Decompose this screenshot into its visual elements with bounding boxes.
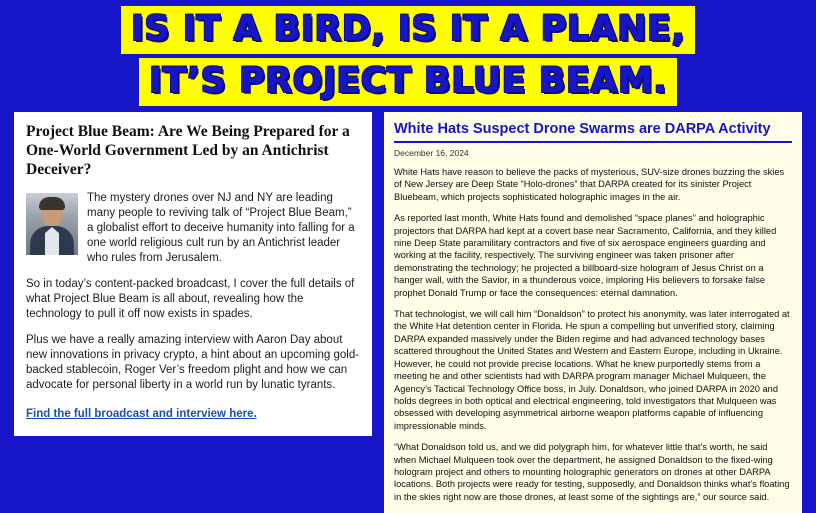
headline-line-1: IS IT A BIRD, IS IT A PLANE, — [121, 6, 695, 54]
right-article-panel — [384, 112, 802, 513]
right-paragraph-1: White Hats have reason to believe the packs of mysterious, SUV-size drones buzzing the skies of New Jersey are Deep State “Holo-drones” that DARPA created for its sinister Project Bluebeam, which projects sophisticated holographic images in the air. — [394, 167, 785, 202]
headline-line-2: IT’S PROJECT BLUE BEAM. — [139, 58, 677, 106]
left-article-body — [26, 191, 360, 422]
right-article-title: White Hats Suspect Drone Swarms are DARPA Activity — [394, 120, 792, 143]
left-article-panel — [14, 112, 372, 436]
right-paragraph-3: That technologist, we will call him “Donaldson” to protect his anonymity, was later interrogated at the White Hat detention center in Florida. He spun a compelling but unverified story, claiming DARPA expanded massively under the Biden regime and had advanced technology bases scattered throughout the United States and Western and Eastern Europe, including in Ukraine. However, he could not provide precise locations. What he knew purportedly stems from a meeting he and other scientists had with DARPA program manager Michael Mulqueen, the Agency’s Tactical Technology Office boss, in July. Donaldson, who joined DARPA in 2020 and holds degrees in both optical and electrical engineering, told investigators that Mulqueen was obsessed with developing asymmetrical airborne weapon platforms capable of influencing impressionable minds. — [394, 309, 790, 431]
left-article-title: Project Blue Beam: Are We Being Prepared for a One-World Government Led by an Antichrist Deceiver? — [26, 123, 350, 178]
headline-banner — [0, 4, 816, 108]
portrait-hair — [39, 197, 65, 210]
right-article-date: December 16, 2024 — [394, 148, 469, 158]
right-paragraph-4: “What Donaldson told us, and we did polygraph him, for whatever little that’s worth, he said when Michael Mulqueen took over the department, he assigned Donaldson to the fixed-wing hologram project and others to mounting holographic generators on drones at other DARPA locations. Both projects were ready for testing, supposedly, and Donaldson thinks what’s floating in the skies right now are those drones, at least some of the sightings are,” our source said. — [394, 442, 790, 502]
right-paragraph-2: As reported last month, White Hats found and demolished “space planes” and holographic projectors that DARPA had kept at a covert base near Sacramento, California, and they killed nine Deep State paramilitary contractors and five of six aerospace engineers guarding and working at the facility, respectively. The surviving engineer was taken prisoner after demonstrating the technology; he projected a billboard-size hologram of Jesus Christ on a hanger wall, with the Savior, in a thunderous voice, imploring His believers to forsake false prophet Donald Trump or face the consequences: eternal damnation. — [394, 213, 777, 298]
author-portrait-image — [26, 193, 78, 255]
articles-row — [14, 112, 804, 513]
broadcast-link[interactable]: Find the full broadcast and interview here. — [26, 408, 257, 420]
left-paragraph-1: The mystery drones over NJ and NY are leading many people to reviving talk of “Project Blue Beam,” a globalist effort to deceive humanity into falling for a one world religious cult run by an Antichrist leader who rules from Jerusalem. — [87, 192, 355, 264]
left-paragraph-2: So in today’s content-packed broadcast, I cover the full details of what Project Blue Beam is all about, revealing how the technology to pull it off now exists in spades. — [26, 278, 355, 320]
left-paragraph-3: Plus we have a really amazing interview with Aaron Day about new innovations in privacy crypto, a hint about an upcoming gold-backed stablecoin, Roger Ver’s freedom plight and how we can advocate for personal liberty in a world run by lunatic tyrants. — [26, 334, 360, 391]
